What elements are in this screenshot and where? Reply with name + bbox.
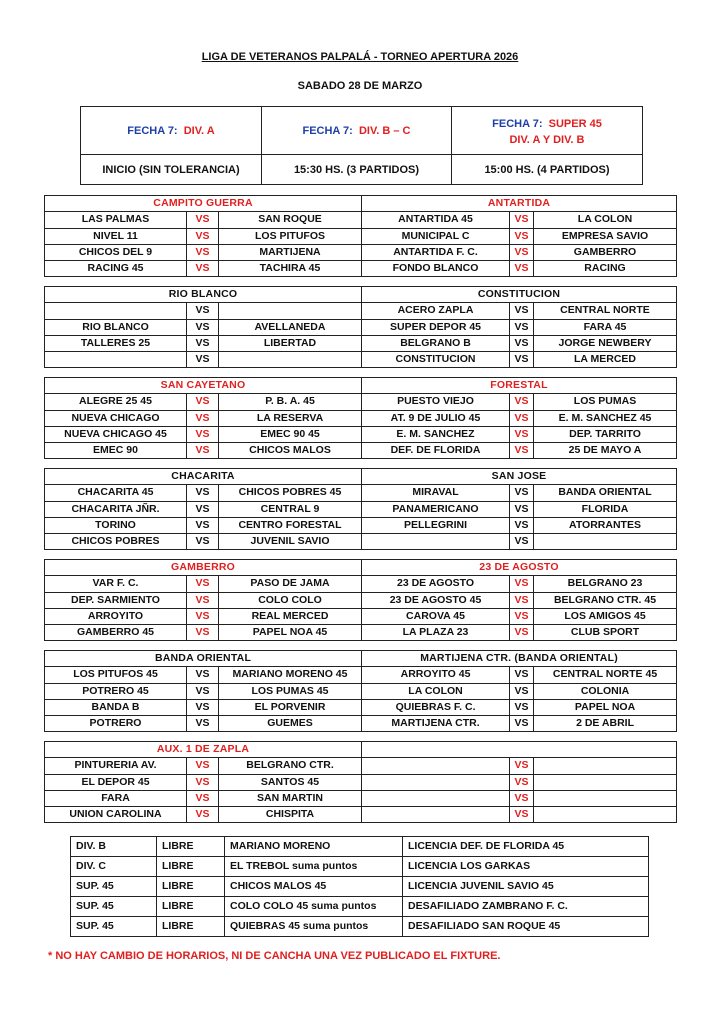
vs-label: VS [187,790,219,806]
team-name: DEP. SARMIENTO [45,592,187,608]
team-name: TACHIRA 45 [219,261,362,277]
bye-row [71,857,649,877]
vs-label: VS [187,426,219,442]
team-name: TORINO [45,517,187,533]
team-name: GAMBERRO [534,244,677,260]
team-name: ARROYITO [45,608,187,624]
match-row [45,335,677,351]
team-name: CENTRAL NORTE [534,303,677,319]
license-info: LICENCIA LOS GARKAS [403,857,649,877]
team-name: CENTRAL NORTE 45 [534,667,677,683]
fecha-super-45: FECHA 7: SUPER 45 DIV. A Y DIV. B [452,107,643,155]
team-name: SUPER DEPOR 45 [362,319,510,335]
team-name: COLONIA [534,683,677,699]
team-name: LAS PALMAS [45,212,187,228]
venue-left: SAN CAYETANO [45,378,362,394]
vs-label: VS [187,592,219,608]
team-name [362,807,510,823]
match-row [45,228,677,244]
team-name: PAPEL NOA 45 [219,625,362,641]
match-row [45,303,677,319]
vs-label: VS [187,410,219,426]
team-name: POTRERO 45 [45,683,187,699]
team-name: LA COLON [534,212,677,228]
vs-label: VS [510,592,534,608]
venue-right: 23 DE AGOSTO [362,560,677,576]
division: SUP. 45 [71,917,157,937]
team-name: ATORRANTES [534,517,677,533]
team-name: NUEVA CHICAGO [45,410,187,426]
team-name: P. B. A. 45 [219,394,362,410]
team-name: EL DEPOR 45 [45,774,187,790]
vs-label: VS [187,667,219,683]
vs-label: VS [187,774,219,790]
team-name: PASO DE JAMA [219,576,362,592]
vs-label: VS [510,319,534,335]
vs-label: VS [510,683,534,699]
team-name: RIO BLANCO [45,319,187,335]
team-name: MARTIJENA [219,244,362,260]
team-name: 25 DE MAYO A [534,443,677,459]
team-name: SANTOS 45 [219,774,362,790]
team-name: GUEMES [219,716,362,732]
vs-label: VS [187,394,219,410]
team-name: PUESTO VIEJO [362,394,510,410]
vs-label: VS [187,501,219,517]
venue-right: FORESTAL [362,378,677,394]
team-name: BANDA B [45,699,187,715]
team-name: GAMBERRO 45 [45,625,187,641]
venue-left: RIO BLANCO [45,287,362,303]
match-row [45,758,677,774]
vs-label: VS [510,212,534,228]
team-name: POTRERO [45,716,187,732]
team-name: PANAMERICANO [362,501,510,517]
team-name: ARROYITO 45 [362,667,510,683]
team-name: PINTURERIA AV. [45,758,187,774]
vs-label: VS [510,576,534,592]
team-name: UNION CAROLINA [45,807,187,823]
team-libre: QUIEBRAS 45 suma puntos [225,917,403,937]
team-name: FARA [45,790,187,806]
vs-label: VS [510,667,534,683]
team-name: REAL MERCED [219,608,362,624]
team-name: FONDO BLANCO [362,261,510,277]
team-name: JUVENIL SAVIO [219,534,362,550]
vs-label: VS [510,625,534,641]
team-name: MUNICIPAL C [362,228,510,244]
venue-right [362,742,677,758]
match-row [45,790,677,806]
team-name: DEP. TARRITO [534,426,677,442]
team-name [362,774,510,790]
team-name: NUEVA CHICAGO 45 [45,426,187,442]
vs-label: VS [510,517,534,533]
status: LIBRE [157,837,225,857]
match-row [45,667,677,683]
vs-label: VS [510,426,534,442]
team-name: AVELLANEDA [219,319,362,335]
team-name: MIRAVAL [362,485,510,501]
vs-label: VS [510,410,534,426]
team-name: ACERO ZAPLA [362,303,510,319]
vs-label: VS [187,212,219,228]
vs-label: VS [510,443,534,459]
fixture-note: * NO HAY CAMBIO DE HORARIOS, NI DE CANCHA UNA VEZ PUBLICADO EL FIXTURE. [48,950,501,962]
venue-left: CHACARITA [45,469,362,485]
vs-label: VS [187,335,219,351]
venue-block [44,468,677,550]
page-title: LIGA DE VETERANOS PALPALÁ - TORNEO APERTURA 2026 [201,51,519,63]
vs-label: VS [510,261,534,277]
match-row [45,576,677,592]
division: SUP. 45 [71,897,157,917]
team-name [534,534,677,550]
vs-label: VS [187,485,219,501]
match-row [45,352,677,368]
venue-left: AUX. 1 DE ZAPLA [45,742,362,758]
team-name: CHICOS POBRES 45 [219,485,362,501]
team-name [534,758,677,774]
status: LIBRE [157,857,225,877]
team-name [45,303,187,319]
venue-left: CAMPITO GUERRA [45,196,362,212]
vs-label: VS [187,517,219,533]
team-name: MARTIJENA CTR. [362,716,510,732]
team-name: PAPEL NOA [534,699,677,715]
fecha-header-table [80,106,643,185]
team-name: CHICOS POBRES [45,534,187,550]
status: LIBRE [157,897,225,917]
vs-label: VS [510,790,534,806]
license-info: DESAFILIADO SAN ROQUE 45 [403,917,649,937]
team-name: 23 DE AGOSTO 45 [362,592,510,608]
match-row [45,319,677,335]
match-row [45,261,677,277]
team-name: VAR F. C. [45,576,187,592]
vs-label: VS [510,758,534,774]
vs-label: VS [187,683,219,699]
vs-label: VS [187,261,219,277]
vs-label: VS [510,699,534,715]
fecha-div-a: FECHA 7: DIV. A [81,107,262,155]
vs-label: VS [510,608,534,624]
team-name: RACING [534,261,677,277]
team-name: LIBERTAD [219,335,362,351]
venue-right: SAN JOSE [362,469,677,485]
match-row [45,807,677,823]
vs-label: VS [187,244,219,260]
team-name: LA RESERVA [219,410,362,426]
vs-label: VS [510,244,534,260]
match-row [45,774,677,790]
division: DIV. B [71,837,157,857]
team-name: CHISPITA [219,807,362,823]
team-name: BELGRANO 23 [534,576,677,592]
vs-label: VS [510,716,534,732]
vs-label: VS [187,576,219,592]
bye-row [71,837,649,857]
vs-label: VS [187,352,219,368]
team-name: TALLERES 25 [45,335,187,351]
match-row [45,212,677,228]
venue-block [44,195,677,277]
match-row [45,426,677,442]
team-name [362,534,510,550]
team-name: MARIANO MORENO 45 [219,667,362,683]
venue-right: ANTARTIDA [362,196,677,212]
team-name: CAROVA 45 [362,608,510,624]
vs-label: VS [510,485,534,501]
status: LIBRE [157,917,225,937]
team-name: BELGRANO CTR. [219,758,362,774]
team-name: COLO COLO [219,592,362,608]
team-name: BANDA ORIENTAL [534,485,677,501]
team-name: LOS PITUFOS [219,228,362,244]
match-row [45,394,677,410]
venue-right: CONSTITUCION [362,287,677,303]
vs-label: VS [187,758,219,774]
venue-left: GAMBERRO [45,560,362,576]
match-row [45,410,677,426]
team-name: CHICOS MALOS [219,443,362,459]
license-info: LICENCIA DEF. DE FLORIDA 45 [403,837,649,857]
team-name [534,790,677,806]
team-name [219,303,362,319]
team-name: BELGRANO B [362,335,510,351]
team-name: RACING 45 [45,261,187,277]
team-name: ANTARTIDA 45 [362,212,510,228]
team-libre: COLO COLO 45 suma puntos [225,897,403,917]
team-libre: CHICOS MALOS 45 [225,877,403,897]
team-name: E. M. SANCHEZ [362,426,510,442]
vs-label: VS [187,443,219,459]
vs-label: VS [187,303,219,319]
team-name: NIVEL 11 [45,228,187,244]
bye-row [71,917,649,937]
bye-row [71,897,649,917]
team-name: E. M. SANCHEZ 45 [534,410,677,426]
team-name: AT. 9 DE JULIO 45 [362,410,510,426]
vs-label: VS [187,228,219,244]
status: LIBRE [157,877,225,897]
team-name [219,352,362,368]
bye-row [71,877,649,897]
team-name: PELLEGRINI [362,517,510,533]
team-name: LA PLAZA 23 [362,625,510,641]
team-name: LOS PUMAS [534,394,677,410]
license-info: LICENCIA JUVENIL SAVIO 45 [403,877,649,897]
team-name: LA COLON [362,683,510,699]
match-row [45,534,677,550]
vs-label: VS [187,699,219,715]
division: DIV. C [71,857,157,877]
byes-table [70,836,649,937]
team-name: 23 DE AGOSTO [362,576,510,592]
vs-label: VS [187,608,219,624]
team-name: SAN MARTIN [219,790,362,806]
team-name [45,352,187,368]
team-name: LA MERCED [534,352,677,368]
team-name: CHACARITA 45 [45,485,187,501]
team-name: CENTRAL 9 [219,501,362,517]
team-name: ANTARTIDA F. C. [362,244,510,260]
vs-label: VS [510,501,534,517]
team-name: ALEGRE 25 45 [45,394,187,410]
team-name: JORGE NEWBERY [534,335,677,351]
team-name [362,758,510,774]
team-name: LOS PITUFOS 45 [45,667,187,683]
vs-label: VS [510,807,534,823]
venue-block [44,559,677,641]
match-row [45,501,677,517]
team-name: DEF. DE FLORIDA [362,443,510,459]
team-name: SAN ROQUE [219,212,362,228]
division: SUP. 45 [71,877,157,897]
team-name: EMEC 90 45 [219,426,362,442]
match-date: SABADO 28 DE MARZO [297,80,423,92]
match-row [45,244,677,260]
team-name: FARA 45 [534,319,677,335]
start-time-a: INICIO (SIN TOLERANCIA) [81,155,262,185]
team-name: 2 DE ABRIL [534,716,677,732]
team-name: EMEC 90 [45,443,187,459]
match-row [45,683,677,699]
match-row [45,443,677,459]
team-name: CONSTITUCION [362,352,510,368]
venue-block [44,741,677,823]
license-info: DESAFILIADO ZAMBRANO F. C. [403,897,649,917]
team-name: CENTRO FORESTAL [219,517,362,533]
venue-left: BANDA ORIENTAL [45,651,362,667]
team-name: EMPRESA SAVIO [534,228,677,244]
team-name: LOS PUMAS 45 [219,683,362,699]
match-row [45,608,677,624]
vs-label: VS [510,335,534,351]
vs-label: VS [510,534,534,550]
team-name: LOS AMIGOS 45 [534,608,677,624]
team-libre: EL TREBOL suma puntos [225,857,403,877]
match-row [45,699,677,715]
team-name: QUIEBRAS F. C. [362,699,510,715]
team-name [534,774,677,790]
fecha-div-bc: FECHA 7: DIV. B – C [262,107,452,155]
start-time-bc: 15:30 HS. (3 PARTIDOS) [262,155,452,185]
team-name [362,790,510,806]
vs-label: VS [187,319,219,335]
team-name: EL PORVENIR [219,699,362,715]
vs-label: VS [187,625,219,641]
match-row [45,625,677,641]
vs-label: VS [187,807,219,823]
start-time-super: 15:00 HS. (4 PARTIDOS) [452,155,643,185]
venue-block [44,650,677,732]
team-name: BELGRANO CTR. 45 [534,592,677,608]
match-row [45,485,677,501]
team-name: CLUB SPORT [534,625,677,641]
vs-label: VS [510,303,534,319]
vs-label: VS [187,534,219,550]
match-row [45,517,677,533]
team-libre: MARIANO MORENO [225,837,403,857]
team-name: FLORIDA [534,501,677,517]
vs-label: VS [510,228,534,244]
match-row [45,716,677,732]
venue-block [44,377,677,459]
team-name: CHICOS DEL 9 [45,244,187,260]
team-name: CHACARITA JÑR. [45,501,187,517]
vs-label: VS [510,774,534,790]
vs-label: VS [187,716,219,732]
venue-block [44,286,677,368]
match-row [45,592,677,608]
vs-label: VS [510,352,534,368]
vs-label: VS [510,394,534,410]
team-name [534,807,677,823]
venue-right: MARTIJENA CTR. (BANDA ORIENTAL) [362,651,677,667]
